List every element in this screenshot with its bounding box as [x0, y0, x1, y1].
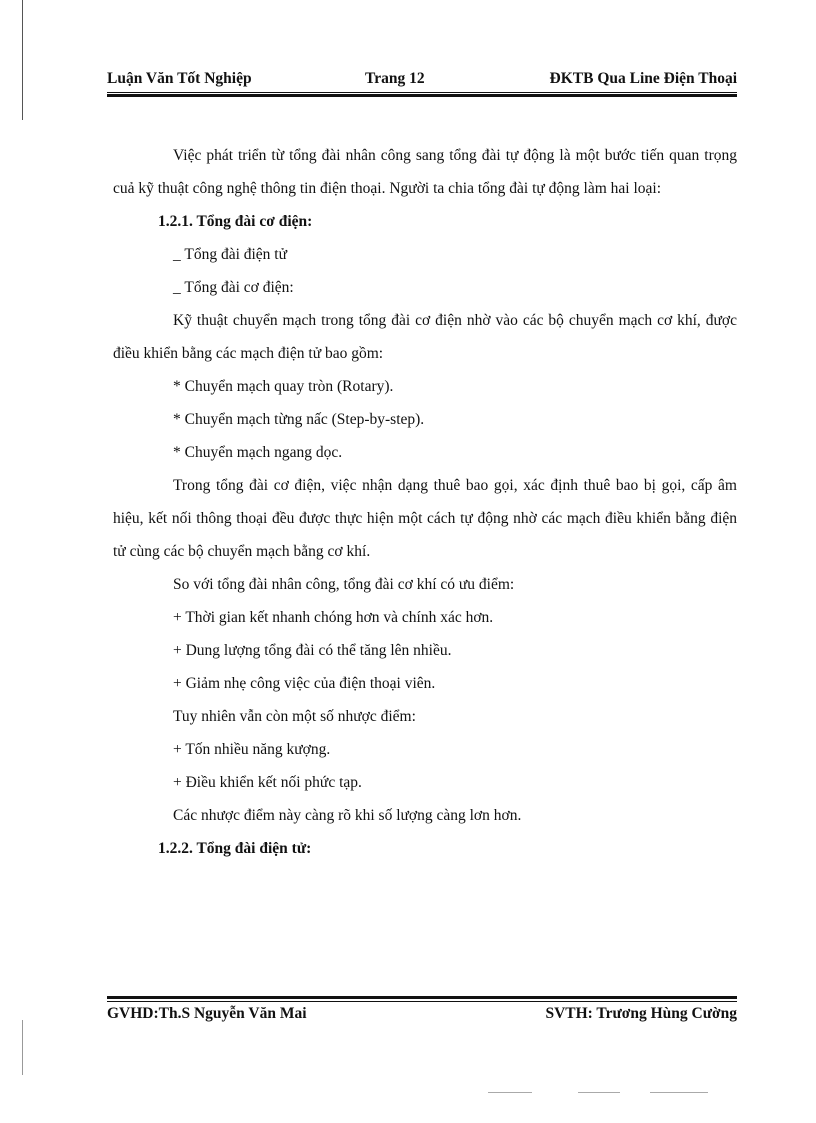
- scan-dash: [488, 1092, 532, 1093]
- header-page-number: Trang 12: [365, 70, 425, 87]
- disadvantages-intro: Tuy nhiên vẫn còn một số nhược điểm:: [173, 708, 416, 725]
- footer-rule-thick: [107, 996, 737, 999]
- header-rule-thin: [107, 92, 737, 93]
- footer-rule-thin: [107, 1001, 737, 1002]
- scan-dash: [578, 1092, 620, 1093]
- list-item: + Điều khiển kết nối phức tạp.: [173, 774, 362, 791]
- scan-edge-line: [22, 1020, 23, 1075]
- list-item: _ Tổng đài điện tử: [173, 246, 288, 263]
- list-item: + Giảm nhẹ công việc của điện thoại viên.: [173, 675, 436, 692]
- page-header: [107, 70, 737, 92]
- switching-paragraph: Kỹ thuật chuyển mạch trong tổng đài cơ điện nhờ vào các bộ chuyển mạch cơ khí, được điều khiển bằng các mạch điện tử bao gồm:: [113, 312, 737, 362]
- list-item: + Tốn nhiều năng kượng.: [173, 741, 331, 758]
- scan-dash: [650, 1092, 708, 1093]
- section-heading-1-2-2: 1.2.2. Tổng đài điện tử:: [158, 840, 312, 857]
- header-thesis-title: Luận Văn Tốt Nghiệp: [107, 70, 252, 87]
- list-item: * Chuyển mạch ngang dọc.: [173, 444, 343, 461]
- header-topic: ĐKTB Qua Line Điện Thoại: [549, 70, 737, 87]
- advantages-intro: So với tổng đài nhân công, tổng đài cơ khí có ưu điểm:: [173, 576, 515, 593]
- intro-paragraph: Việc phát triển từ tổng đài nhân công sang tổng đài tự động là một bước tiến quan trọng cuả kỹ thuật công nghệ thông tin điện thoại. Người ta chia tổng đài tự động làm hai loại:: [113, 147, 737, 197]
- page-footer: [107, 1005, 737, 1027]
- footer-supervisor: GVHD:Th.S Nguyễn Văn Mai: [107, 1005, 307, 1022]
- closing-sentence: Các nhược điểm này càng rõ khi số lượng càng lơn hơn.: [173, 807, 522, 824]
- operation-paragraph: Trong tổng đài cơ điện, việc nhận dạng thuê bao gọi, xác định thuê bao bị gọi, cấp âm hiệu, kết nối thông thoại đều được thực hiện một cách tự động nhờ các mạch điều khiển bằng điện tử cùng các bộ chuyển mạch bằng cơ khí.: [113, 477, 737, 560]
- section-heading-1-2-1: 1.2.1. Tổng đài cơ điện:: [158, 213, 313, 230]
- list-item: * Chuyển mạch quay tròn (Rotary).: [173, 378, 394, 395]
- list-item: + Dung lượng tổng đài có thể tăng lên nhiều.: [173, 642, 452, 659]
- list-item: _ Tổng đài cơ điện:: [173, 279, 294, 296]
- footer-student: SVTH: Trương Hùng Cường: [545, 1005, 737, 1022]
- list-item: * Chuyển mạch từng nấc (Step-by-step).: [173, 411, 425, 428]
- list-item: + Thời gian kết nhanh chóng hơn và chính xác hơn.: [173, 609, 494, 626]
- page-content: [113, 139, 737, 865]
- scan-edge-line: [22, 0, 23, 120]
- header-rule-thick: [107, 94, 737, 97]
